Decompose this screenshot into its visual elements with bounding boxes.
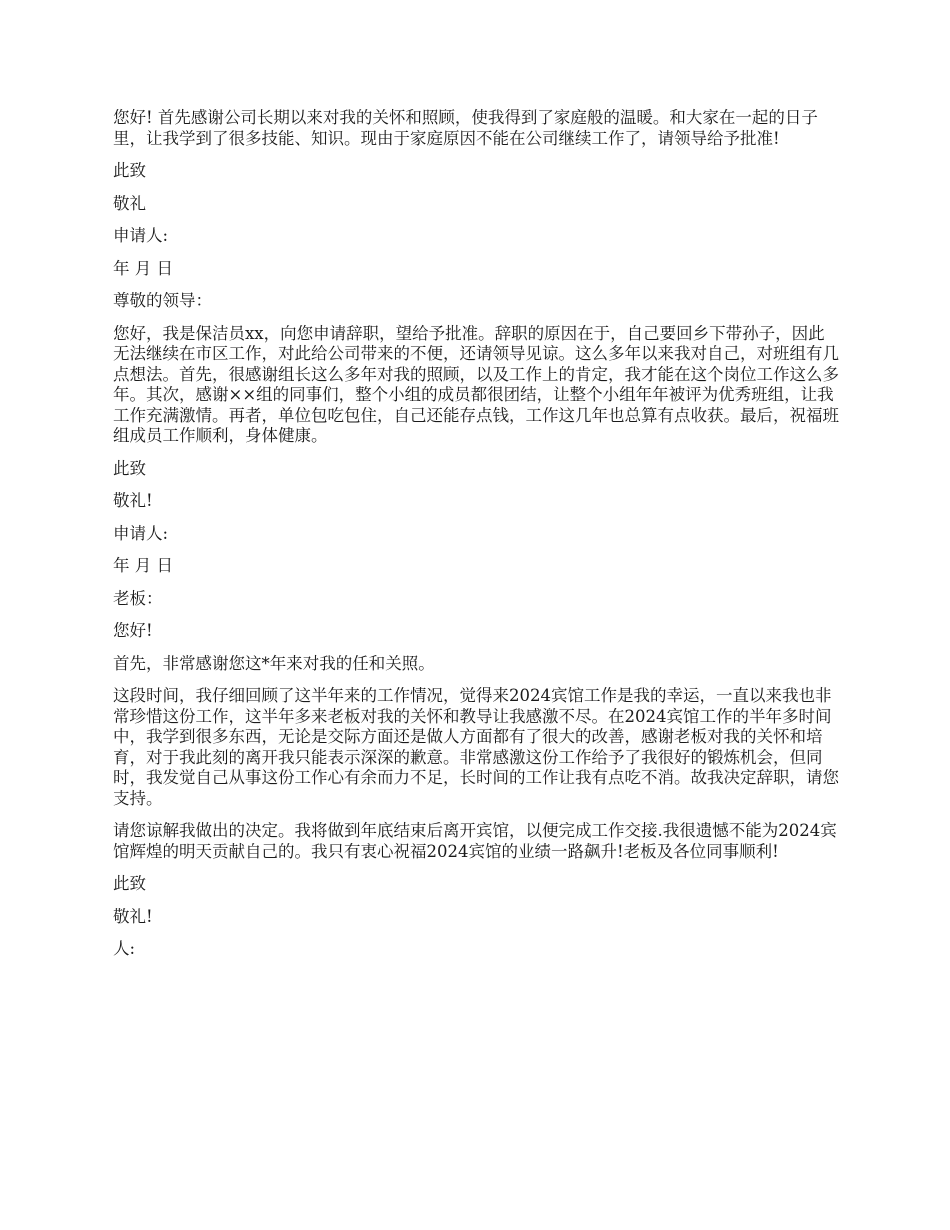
paragraph-salutation-boss: 老板： [113,588,163,608]
paragraph-hotel-review: 这段时间，我仔细回顾了这半年来的工作情况，觉得来2024宾馆工作是我的幸运，一直以来我也非常珍惜这份工作，这半年多来老板对我的关怀和教导让我感激不尽。在2024宾馆工作的半年多时间中，我学到很多东西，无论是交际方面还是做人方面都有了很大的改善，感谢老板对我的关怀和培育，对于我此刻的离开我只能表示深深的歉意。非常感激这份工作给予了我很好的锻炼机会，但同时，我发觉自己从事这份工作心有余而力不足，长时间的工作让我有点吃不消。故我决定辞职，请您支持。 [113,686,839,808]
document-page [113,108,840,972]
paragraph-hello: 您好! [113,621,153,640]
paragraph-date-line: 年 月 日 [113,556,173,575]
paragraph-hotel-decision: 请您谅解我做出的决定。我将做到年底结束后离开宾馆，以便完成工作交接.我很遗憾不能为2024宾馆辉煌的明天贡献自己的。我只有衷心祝福2024宾馆的业绩一路飙升!老板及各位同事顺利! [113,821,837,861]
paragraph-applicant-label: 申请人: [113,226,169,245]
paragraph-closing-jingli: 敬礼 [113,193,146,213]
paragraph-cleaner-resignation: 您好，我是保洁员xx，向您申请辞职，望给予批准。辞职的原因在于，自己要回乡下带孙子，因此无法继续在市区工作，对此给公司带来的不便，还请领导见谅。这么多年以来我对自己，对班组有几点想法。首先，很感谢组长这么多年对我的照顾，以及工作上的肯定，我才能在这个岗位工作这么多年。其次，感谢××组的同事们，整个小组的成员都很团结，让整个小组年年被评为优秀班组，让我工作充满激情。再者，单位包吃包住，自己还能存点钱，工作这几年也总算有点收获。最后，祝福班组成员工作顺利，身体健康。 [113,323,839,445]
paragraph-signature-label: 人: [113,939,136,958]
paragraph-date-line: 年 月 日 [113,258,173,278]
paragraph-applicant-label: 申请人: [113,523,169,543]
paragraph-closing-jingli: 敬礼! [113,491,153,510]
paragraph-closing-jingli: 敬礼! [113,906,153,926]
paragraph-salutation-leader: 尊敬的领导： [113,291,212,310]
paragraph-greeting-thanks: 您好! 首先感谢公司长期以来对我的关怀和照顾，使我得到了家庭般的温暖。和大家在一起的日子里，让我学到了很多技能、知识。现由于家庭原因不能在公司继续工作了，请领导给予批准! [113,108,818,148]
paragraph-thanks: 首先，非常感谢您这*年来对我的任和关照。 [113,653,435,673]
paragraph-closing-cizhi: 此致 [113,874,146,893]
paragraph-closing-cizhi: 此致 [113,161,146,180]
paragraph-closing-cizhi: 此致 [113,458,146,478]
